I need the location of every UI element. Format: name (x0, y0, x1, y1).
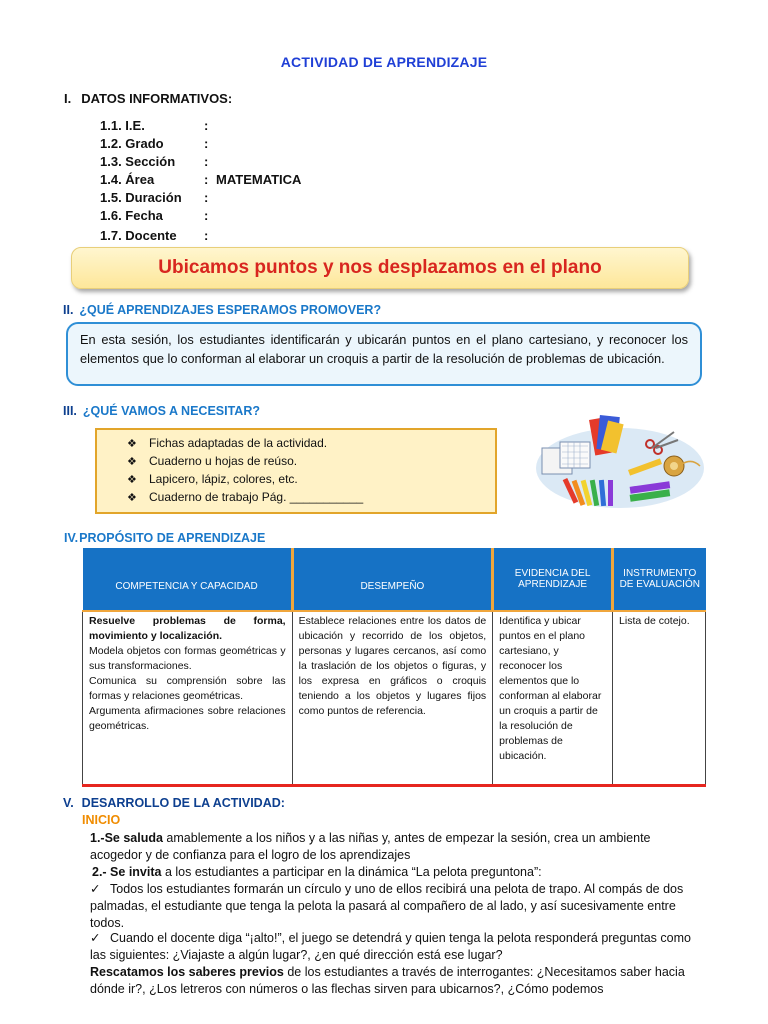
competencia-cell (83, 611, 293, 786)
step-lead: 1.-Se saluda (90, 831, 163, 845)
info-row (100, 172, 301, 187)
materials-box (95, 428, 497, 514)
material-label: Cuaderno de trabajo Pág. ___________ (149, 490, 364, 504)
step-paragraph (90, 964, 690, 998)
section-title: PROPÓSITO DE APRENDIZAJE (79, 531, 266, 545)
section-title: ¿QUÉ VAMOS A NECESITAR? (82, 404, 260, 418)
step-paragraph (92, 864, 692, 881)
section-datos-heading (64, 91, 232, 106)
capacidad-item: Argumenta afirmaciones sobre relaciones geométricas. (89, 705, 286, 732)
section-number: V. (63, 796, 74, 810)
diamond-bullet-icon: ❖ (127, 474, 137, 486)
checkmark-icon: ✓ (90, 931, 101, 945)
info-row (100, 190, 216, 205)
section-number: III. (63, 404, 77, 418)
diamond-bullet-icon: ❖ (127, 492, 137, 504)
material-item (127, 470, 495, 488)
desempeno-cell: Establece relaciones entre los datos de ubicación y recorrido de los objetos, personas y lugares cercanos, así como la traslación de los objetos o figuras, y los expresa en gráficos o croquis teniendo a los objetos y lugares fijos como puntos de referencia. (292, 611, 493, 786)
instrumento-cell: Lista de cotejo. (613, 611, 706, 786)
column-header: COMPETENCIA Y CAPACIDAD (83, 548, 293, 611)
section-title: DESARROLLO DE LA ACTIVIDAD: (81, 796, 285, 810)
info-colon: : (204, 136, 209, 151)
table-row (83, 611, 706, 786)
column-header: DESEMPEÑO (292, 548, 493, 611)
info-label: 1.1. I.E. (100, 118, 145, 133)
checkmark-icon: ✓ (90, 882, 101, 896)
section-aprendizajes-heading (63, 303, 381, 317)
info-row (100, 118, 216, 133)
material-label: Lapicero, lápiz, colores, etc. (149, 472, 298, 486)
material-item (127, 452, 495, 470)
section-number: IV. (64, 531, 79, 545)
info-colon: : (204, 172, 209, 187)
info-label: 1.6. Fecha (100, 208, 163, 223)
info-colon: : (204, 190, 209, 205)
info-colon: : (204, 118, 209, 133)
evidencia-cell: Identifica y ubicar puntos en el plano cartesiano, y reconocer los elementos que lo conforman al elaborar un croquis a partir de la resolución de problemas de ubicación. (493, 611, 613, 786)
check-text: Todos los estudiantes formarán un círculo y uno de ellos recibirá una pelota de trapo. Al compás de dos palmadas, el estudiante que tenga la pelota la pasará al compañero de al lado, y así sucesivamente entre todos. (90, 882, 684, 930)
section-necesitar-heading (63, 404, 260, 418)
check-text: Cuando el docente diga “¡alto!”, el juego se detendrá y quien tenga la pelota responderá preguntas como las siguientes: ¿Viajaste a algún lugar?, ¿en qué dirección está ese lugar? (90, 931, 691, 962)
info-label: 1.2. Grado (100, 136, 164, 151)
section-desarrollo-heading (63, 796, 285, 810)
aprendizajes-box: En esta sesión, los estudiantes identificarán y ubicarán puntos en el plano cartesiano, y reconocer los elementos que lo conforman al elaborar un croquis a partir de la resolución de problemas de ubicación. (66, 322, 702, 386)
info-colon: : (204, 228, 209, 243)
check-item (90, 881, 692, 932)
info-colon: : (204, 154, 209, 169)
info-label: 1.4. Área (100, 172, 155, 187)
diamond-bullet-icon: ❖ (127, 456, 137, 468)
section-number: I. (64, 91, 72, 106)
info-row (100, 154, 216, 169)
inicio-heading: INICIO (82, 813, 121, 827)
diamond-bullet-icon: ❖ (127, 438, 137, 450)
material-label: Fichas adaptadas de la actividad. (149, 436, 328, 450)
material-item (127, 434, 495, 452)
section-number: II. (63, 303, 74, 317)
section-title: ¿QUÉ APRENDIZAJES ESPERAMOS PROMOVER? (79, 303, 382, 317)
info-label: 1.7. Docente (100, 228, 177, 243)
session-title-banner: Ubicamos puntos y nos desplazamos en el plano (71, 247, 689, 289)
step-text: a los estudiantes a participar en la dinámica “La pelota preguntona”: (161, 865, 542, 879)
material-item (127, 488, 495, 506)
info-colon: : (204, 208, 209, 223)
step-text: amablemente a los niños y a las niñas y, antes de empezar la sesión, crea un ambiente acogedor y de confianza para el logro de los aprendizajes (90, 831, 651, 862)
check-item (90, 930, 692, 964)
table-header-row (83, 548, 706, 611)
info-row (100, 208, 216, 223)
material-label: Cuaderno u hojas de reúso. (149, 454, 298, 468)
info-row (100, 136, 216, 151)
step-lead: Rescatamos los saberes previos (90, 965, 284, 979)
column-header: EVIDENCIA DEL APRENDIZAJE (493, 548, 613, 611)
info-value: MATEMATICA (216, 172, 302, 187)
step-text: de los estudiantes a través de interrogantes: ¿Necesitamos saber hacia dónde ir?, ¿Los letreros con números o las flechas sirven para ubicarnos?, ¿Cómo podemos (90, 965, 685, 996)
competencia-title: Resuelve problemas de forma, movimiento y localización. (89, 615, 286, 642)
info-label: 1.3. Sección (100, 154, 176, 169)
section-proposito-heading (64, 531, 265, 545)
info-label: 1.5. Duración (100, 190, 182, 205)
capacidad-item: Modela objetos con formas geométricas y sus transformaciones. (89, 645, 286, 672)
section-title: DATOS INFORMATIVOS: (81, 91, 233, 106)
info-row (100, 228, 216, 243)
column-header: INSTRUMENTO DE EVALUACIÓN (613, 548, 706, 611)
step-paragraph (90, 830, 690, 864)
school-supplies-illustration (532, 408, 704, 512)
proposito-table (82, 548, 706, 787)
document-title: ACTIVIDAD DE APRENDIZAJE (280, 54, 488, 70)
step-lead: 2.- Se invita (92, 865, 162, 879)
capacidad-item: Comunica su comprensión sobre las formas y relaciones geométricas. (89, 675, 286, 702)
